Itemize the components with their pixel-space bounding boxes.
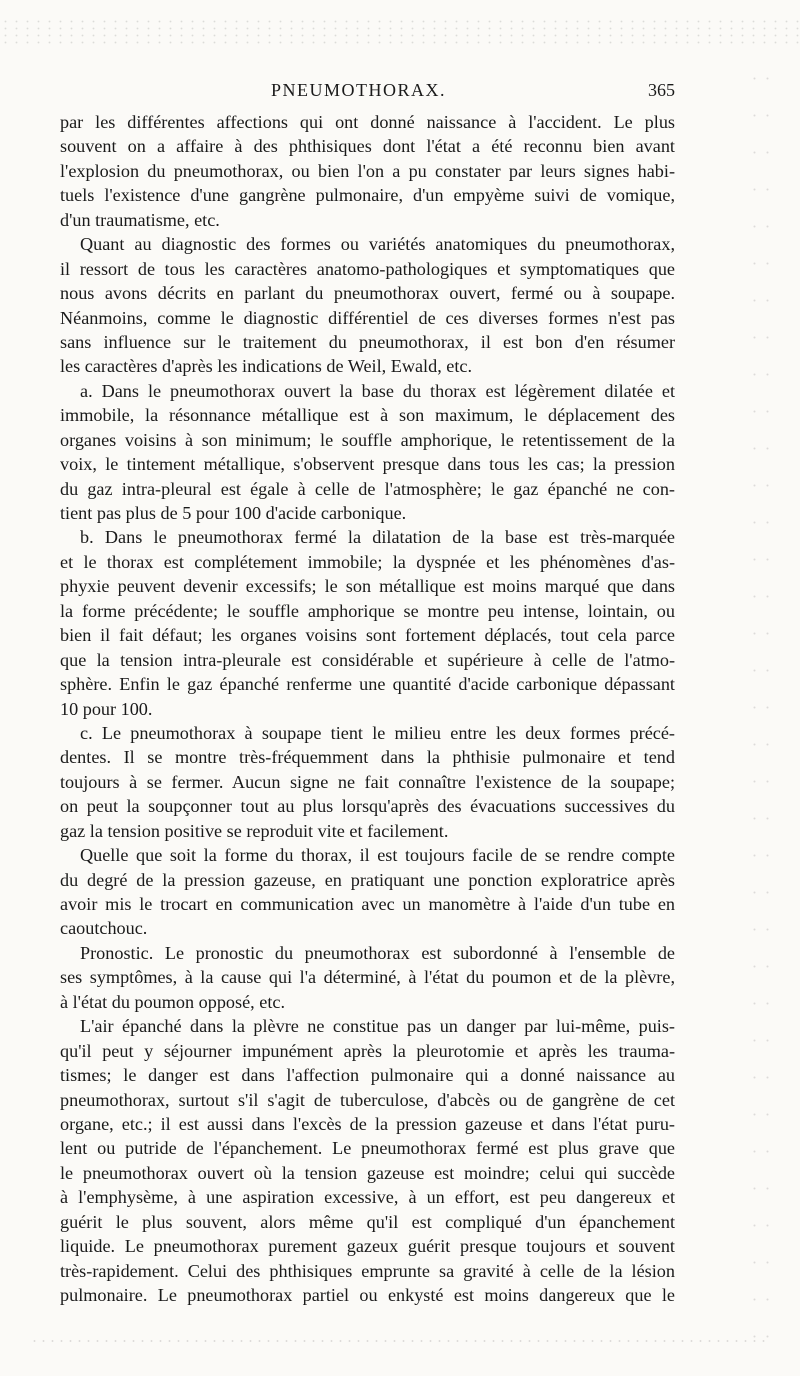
text-line: à l'emphysème, à une aspiration excessive, à un effort, est peu dangereux et [60,1187,675,1208]
text-line: sans influence sur le traitement du pneumothorax, il est bon d'en résumer [60,331,675,352]
text-line: d'un traumatisme, etc. [60,209,220,230]
text-line: toujours à se fermer. Aucun signe ne fait connaître l'existence de la soupape; [60,771,675,792]
text-line: on peut la soupçonner tout au plus lorsqu'après des évacuations successives du [60,796,675,817]
text-line: phyxie peuvent devenir excessifs; le son métallique est moins marqué que dans [60,576,675,597]
text-line: Quant au diagnostic des formes ou variétés anatomiques du pneumothorax, [80,234,675,255]
text-line: Néanmoins, comme le diagnostic différentiel de ces diverses formes n'est pas [60,307,675,328]
text-line: tient pas plus de 5 pour 100 d'acide carbonique. [60,503,407,523]
text-line: sphère. Enfin le gaz épanché renferme une quantité d'acide carbonique dépassant [60,674,675,695]
text-line: il ressort de tous les caractères anatomo-pathologiques et symptomatiques que [60,258,675,279]
text-line: du degré de la pression gazeuse, en pratiquant une ponction exploratrice après [60,869,675,890]
text-line: à l'état du poumon opposé, etc. [60,991,286,1012]
text-line: la forme précédente; le souffle amphorique se montre peu intense, lointain, ou [60,600,675,621]
running-head [60,80,675,106]
text-line: pneumothorax, surtout s'il s'agit de tuberculose, d'abcès ou de gangrène de cet [60,1089,675,1110]
text-line: a. Dans le pneumothorax ouvert la base du thorax est légèrement dilatée et [80,380,675,401]
text-line: et le thorax est complétement immobile; la dyspnée et les phénomènes d'as- [60,551,675,572]
text-line: 10 pour 100. [60,698,153,719]
text-line: b. Dans le pneumothorax fermé la dilatation de la base est très-marquée [80,527,675,548]
text-line: liquide. Le pneumothorax purement gazeux guérit presque toujours et souvent [60,1236,675,1257]
text-line: gaz la tension positive se reproduit vite et facilement. [60,820,449,841]
text-line: tuels l'existence d'une gangrène pulmonaire, d'un empyème suivi de vomique, [60,185,675,206]
text-line: le pneumothorax ouvert où la tension gazeuse est moindre; celui qui succède [60,1162,675,1183]
text-line: c. Le pneumothorax à soupape tient le milieu entre les deux formes précé- [80,722,675,743]
text-line: nous avons décrits en parlant du pneumothorax ouvert, fermé ou à soupape. [60,283,675,304]
text-line: organes voisins à son minimum; le souffle amphorique, le retentissement de la [60,429,675,450]
text-line: du gaz intra-pleural est égale à celle de l'atmosphère; le gaz épanché ne con- [60,478,675,499]
text-line: l'explosion du pneumothorax, ou bien l'on a pu constater par leurs signes habi- [60,160,675,181]
text-line: voix, le tintement métallique, s'observent presque dans tous les cas; la pression [60,454,675,475]
text-line: immobile, la résonnance métallique est à son maximum, le déplacement des [60,405,675,426]
text-line: par les différentes affections qui ont donné naissance à l'accident. Le plus [60,112,675,132]
page-number: 365 [648,80,675,100]
text-line: qu'il peut y séjourner impunément après la pleurotomie et après les trauma- [60,1040,675,1061]
text-line: L'air épanché dans la plèvre ne constitue pas un danger par lui-même, puis- [80,1016,675,1037]
text-line: caoutchouc. [60,918,148,939]
body-text [60,110,675,1307]
text-line: dentes. Il se montre très-fréquemment dans la phthisie pulmonaire et tend [60,747,675,768]
scan-noise-bottom [30,1338,770,1344]
text-line: avoir mis le trocart en communication avec un manomètre à l'aide d'un tube en [60,894,675,914]
text-line: très-rapidement. Celui des phthisiques emprunte sa gravité à celle de la lésion [60,1260,675,1281]
text-line: Pronostic. Le pronostic du pneumothorax est subordonné à l'ensemble de [80,942,675,963]
text-line: tismes; le danger est dans l'affection pulmonaire qui a donné naissance au [60,1065,675,1086]
text-line: souvent on a affaire à des phthisiques dont l'état a été reconnu bien avant [60,136,675,157]
running-title: PNEUMOTHORAX. [271,80,447,100]
text-line: pulmonaire. Le pneumothorax partiel ou enkysté est moins dangereux que le [60,1285,675,1305]
scan-noise-top [0,18,800,48]
text-line: que la tension intra-pleurale est considérable et supérieure à celle de l'atmo- [60,649,675,670]
text-line: Quelle que soit la forme du thorax, il est toujours facile de se rendre compte [80,845,675,866]
text-line: bien il fait défaut; les organes voisins sont fortement déplacés, tout cela parce [60,625,675,646]
text-line: guérit le plus souvent, alors même qu'il est compliqué d'un épanchement [60,1211,675,1232]
text-line: organe, etc.; il est aussi dans l'excès de la pression gazeuse et dans l'état puru- [60,1113,675,1134]
text-line: les caractères d'après les indications de Weil, Ewald, etc. [60,356,473,377]
text-line: lent ou putride de l'épanchement. Le pneumothorax fermé est plus grave que [60,1138,675,1159]
scan-noise-right [748,60,778,1340]
text-line: ses symptômes, à la cause qui l'a déterminé, à l'état du poumon et de la plèvre, [60,967,675,988]
